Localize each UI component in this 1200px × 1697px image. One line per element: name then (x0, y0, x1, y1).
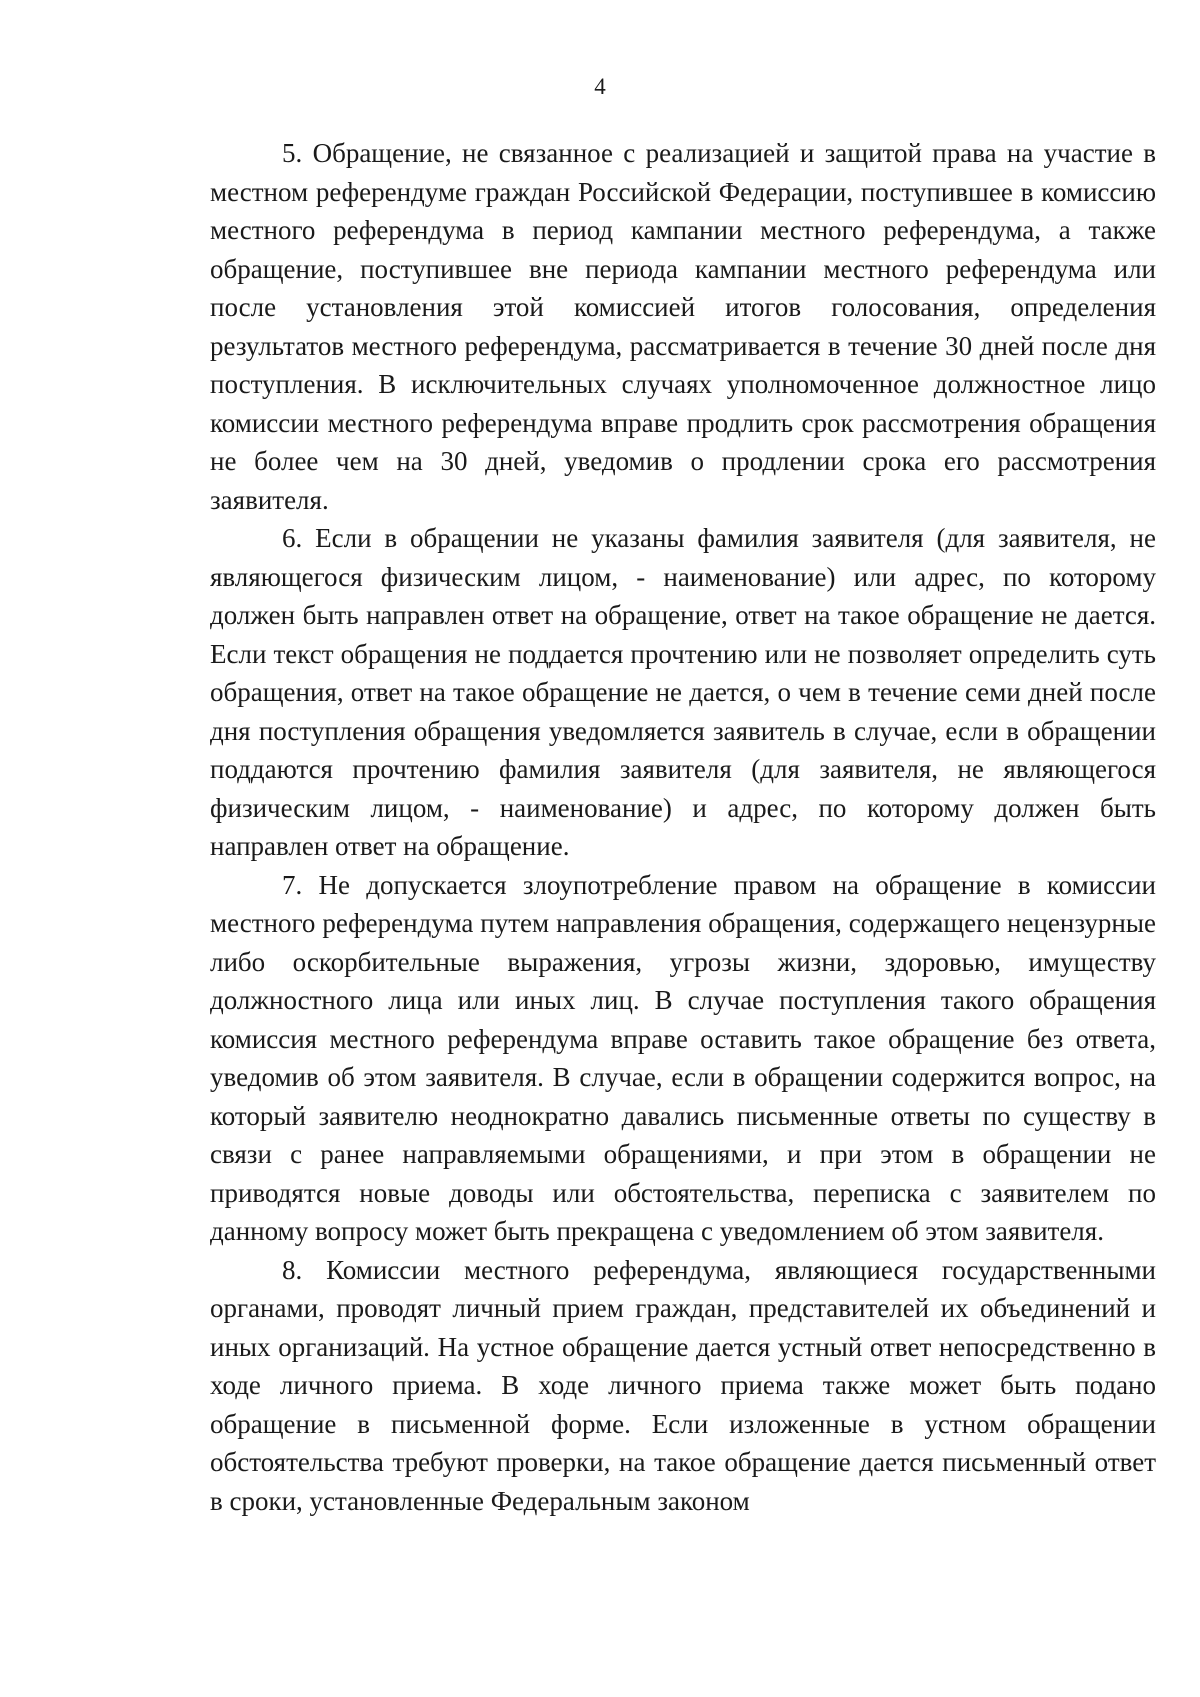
page-number: 4 (594, 74, 606, 99)
paragraph-7: 7. Не допускается злоупотребление правом на обращение в комиссии местного референдума путем направления обращения, содержащего нецензурные либо оскорбительные выражения, угрозы жизни, здоровью, имуществу должностного лица или иных лиц. В случае поступления такого обращения комиссия местного референдума вправе оставить такое обращение без ответа, уведомив об этом заявителя. В случае, если в обращении содержится вопрос, на который заявителю неоднократно давались письменные ответы по существу в связи с ранее направляемыми обращениями, и при этом в обращении не приводятся новые доводы или обстоятельства, переписка с заявителем по данному вопросу может быть прекращена с уведомлением об этом заявителя. (210, 869, 1156, 1246)
paragraph-8: 8. Комиссии местного референдума, являющиеся государственными органами, проводят личный прием граждан, представителей их объединений и иных организаций. На устное обращение дается устный ответ непосредственно в ходе личного приема. В ходе личного приема также может быть подано обращение в письменной форме. Если изложенные в устном обращении обстоятельства требуют проверки, на такое обращение дается письменный ответ в сроки, установленные Федеральным законом (210, 1254, 1156, 1516)
paragraph-6: 6. Если в обращении не указаны фамилия заявителя (для заявителя, не являющегося физическим лицом, - наименование) или адрес, по которому должен быть направлен ответ на обращение, ответ на такое обращение не дается. Если текст обращения не поддается прочтению или не позволяет определить суть обращения, ответ на такое обращение не дается, о чем в течение семи дней после дня поступления обращения уведомляется заявитель в случае, если в обращении поддаются прочтению фамилия заявителя (для заявителя, не являющегося физическим лицом, - наименование) и адрес, по которому должен быть направлен ответ на обращение. (210, 523, 1156, 861)
document-body (210, 134, 1156, 1520)
paragraph-5: 5. Обращение, не связанное с реализацией и защитой права на участие в местном референдуме граждан Российской Федерации, поступившее в комиссию местного референдума в период кампании местного референдума, а также обращение, поступившее вне периода кампании местного референдума или после установления этой комиссией итогов голосования, определения результатов местного референдума, рассматривается в течение 30 дней после дня поступления. В исключительных случаях уполномоченное должностное лицо комиссии местного референдума вправе продлить срок рассмотрения обращения не более чем на 30 дней, уведомив о продлении срока его рассмотрения заявителя. (210, 138, 1156, 515)
